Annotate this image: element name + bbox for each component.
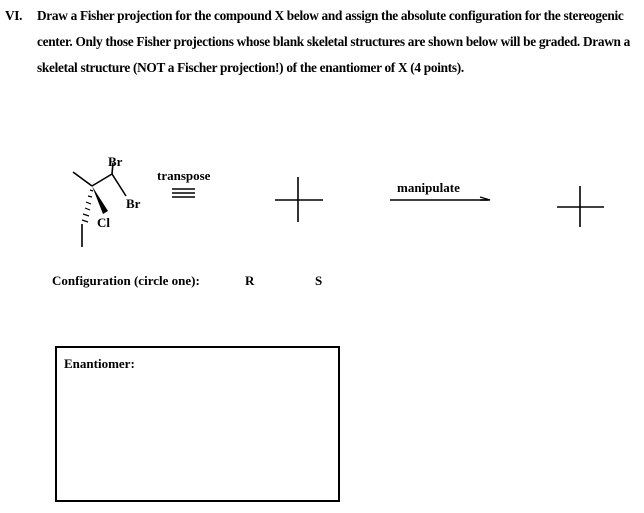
manipulate-arrow [390,197,490,200]
atom-br-top: Br [108,154,123,169]
transpose-label: transpose [157,168,211,183]
question-number: VI. [5,8,23,23]
configuration-label: Configuration (circle one): [52,273,200,288]
wedge-bond [92,186,108,214]
enantiomer-label: Enantiomer: [64,356,135,371]
atom-br-right: Br [126,196,141,211]
fischer-cross-2 [557,186,604,227]
fischer-cross-1 [275,177,323,222]
question-text: Draw a Fisher projection for the compound X below and assign the absolute configuration for the stereogenic center. Only those Fisher projections whose blank skeletal structures are shown below will be graded. Drawn a skeletal structure (NOT a Fischer projection!) of the enantiomer of X (4 points). [37,8,630,75]
option-s[interactable]: S [315,273,323,288]
enantiomer-box[interactable] [55,346,340,502]
manipulate-label: manipulate [397,180,460,195]
hashed-bond [82,190,93,222]
atom-cl: Cl [97,215,110,230]
option-r[interactable]: R [245,273,255,288]
equivalence-sign [172,189,195,197]
